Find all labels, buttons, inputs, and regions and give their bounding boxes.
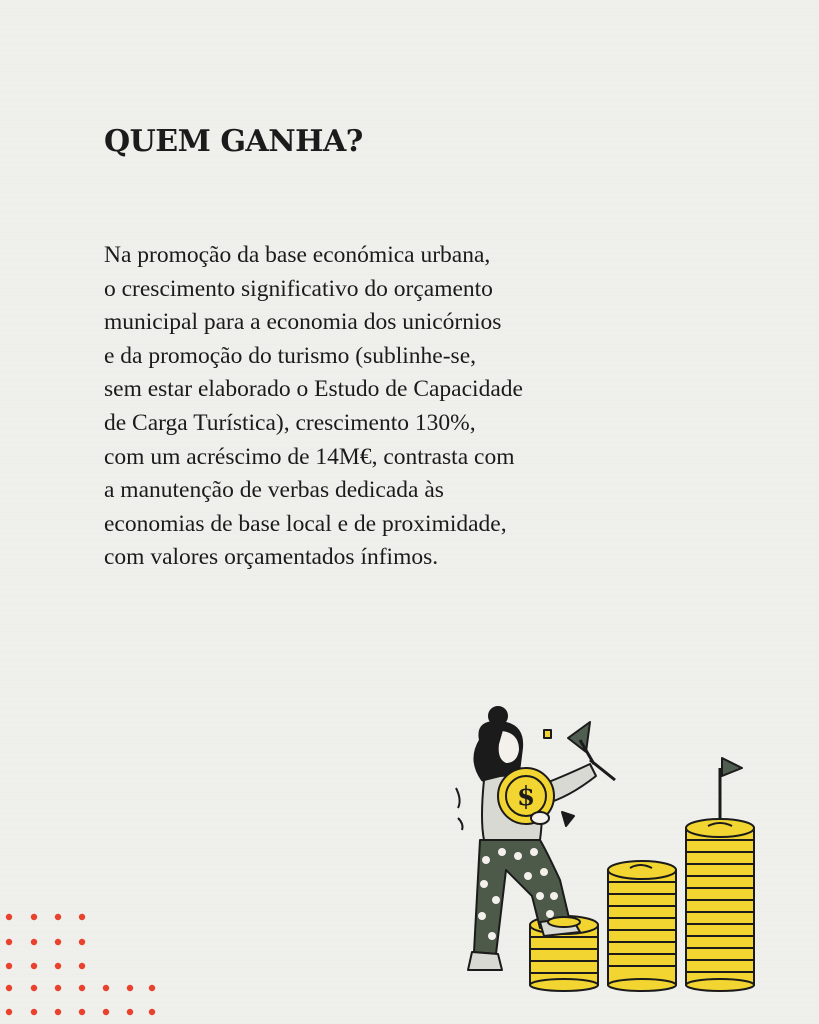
paragraph-line: de Carga Turística), crescimento 130%, <box>104 409 476 436</box>
dot-grid-icon <box>0 900 170 1024</box>
paragraph-line: a manutenção de verbas dedicada às <box>104 477 444 504</box>
paragraph-line: economias de base local e de proximidade, <box>104 510 507 537</box>
coin-stack-medium-icon <box>608 861 676 991</box>
coin-stack-tall-icon <box>686 758 754 991</box>
woman-climbing-coin-stacks-icon <box>440 700 770 1000</box>
paragraph-line: municipal para a economia dos unicórnios <box>104 309 502 336</box>
paragraph-line: o crescimento significativo do orçamento <box>104 275 493 302</box>
paragraph-line: e da promoção do turismo (sublinhe-se, <box>104 342 476 369</box>
paragraph-line: com valores orçamentados ínfimos. <box>104 544 439 571</box>
svg-text:$: $ <box>516 782 536 812</box>
paragraph-line: com um acréscimo de 14M€, contrasta com <box>104 443 515 470</box>
paragraph-line: sem estar elaborado o Estudo de Capacidade <box>104 376 523 403</box>
paragraph-line: Na promoção da base económica urbana, <box>104 242 491 268</box>
body-paragraph <box>104 239 664 575</box>
slide-title: QUEM GANHA? <box>104 124 363 159</box>
